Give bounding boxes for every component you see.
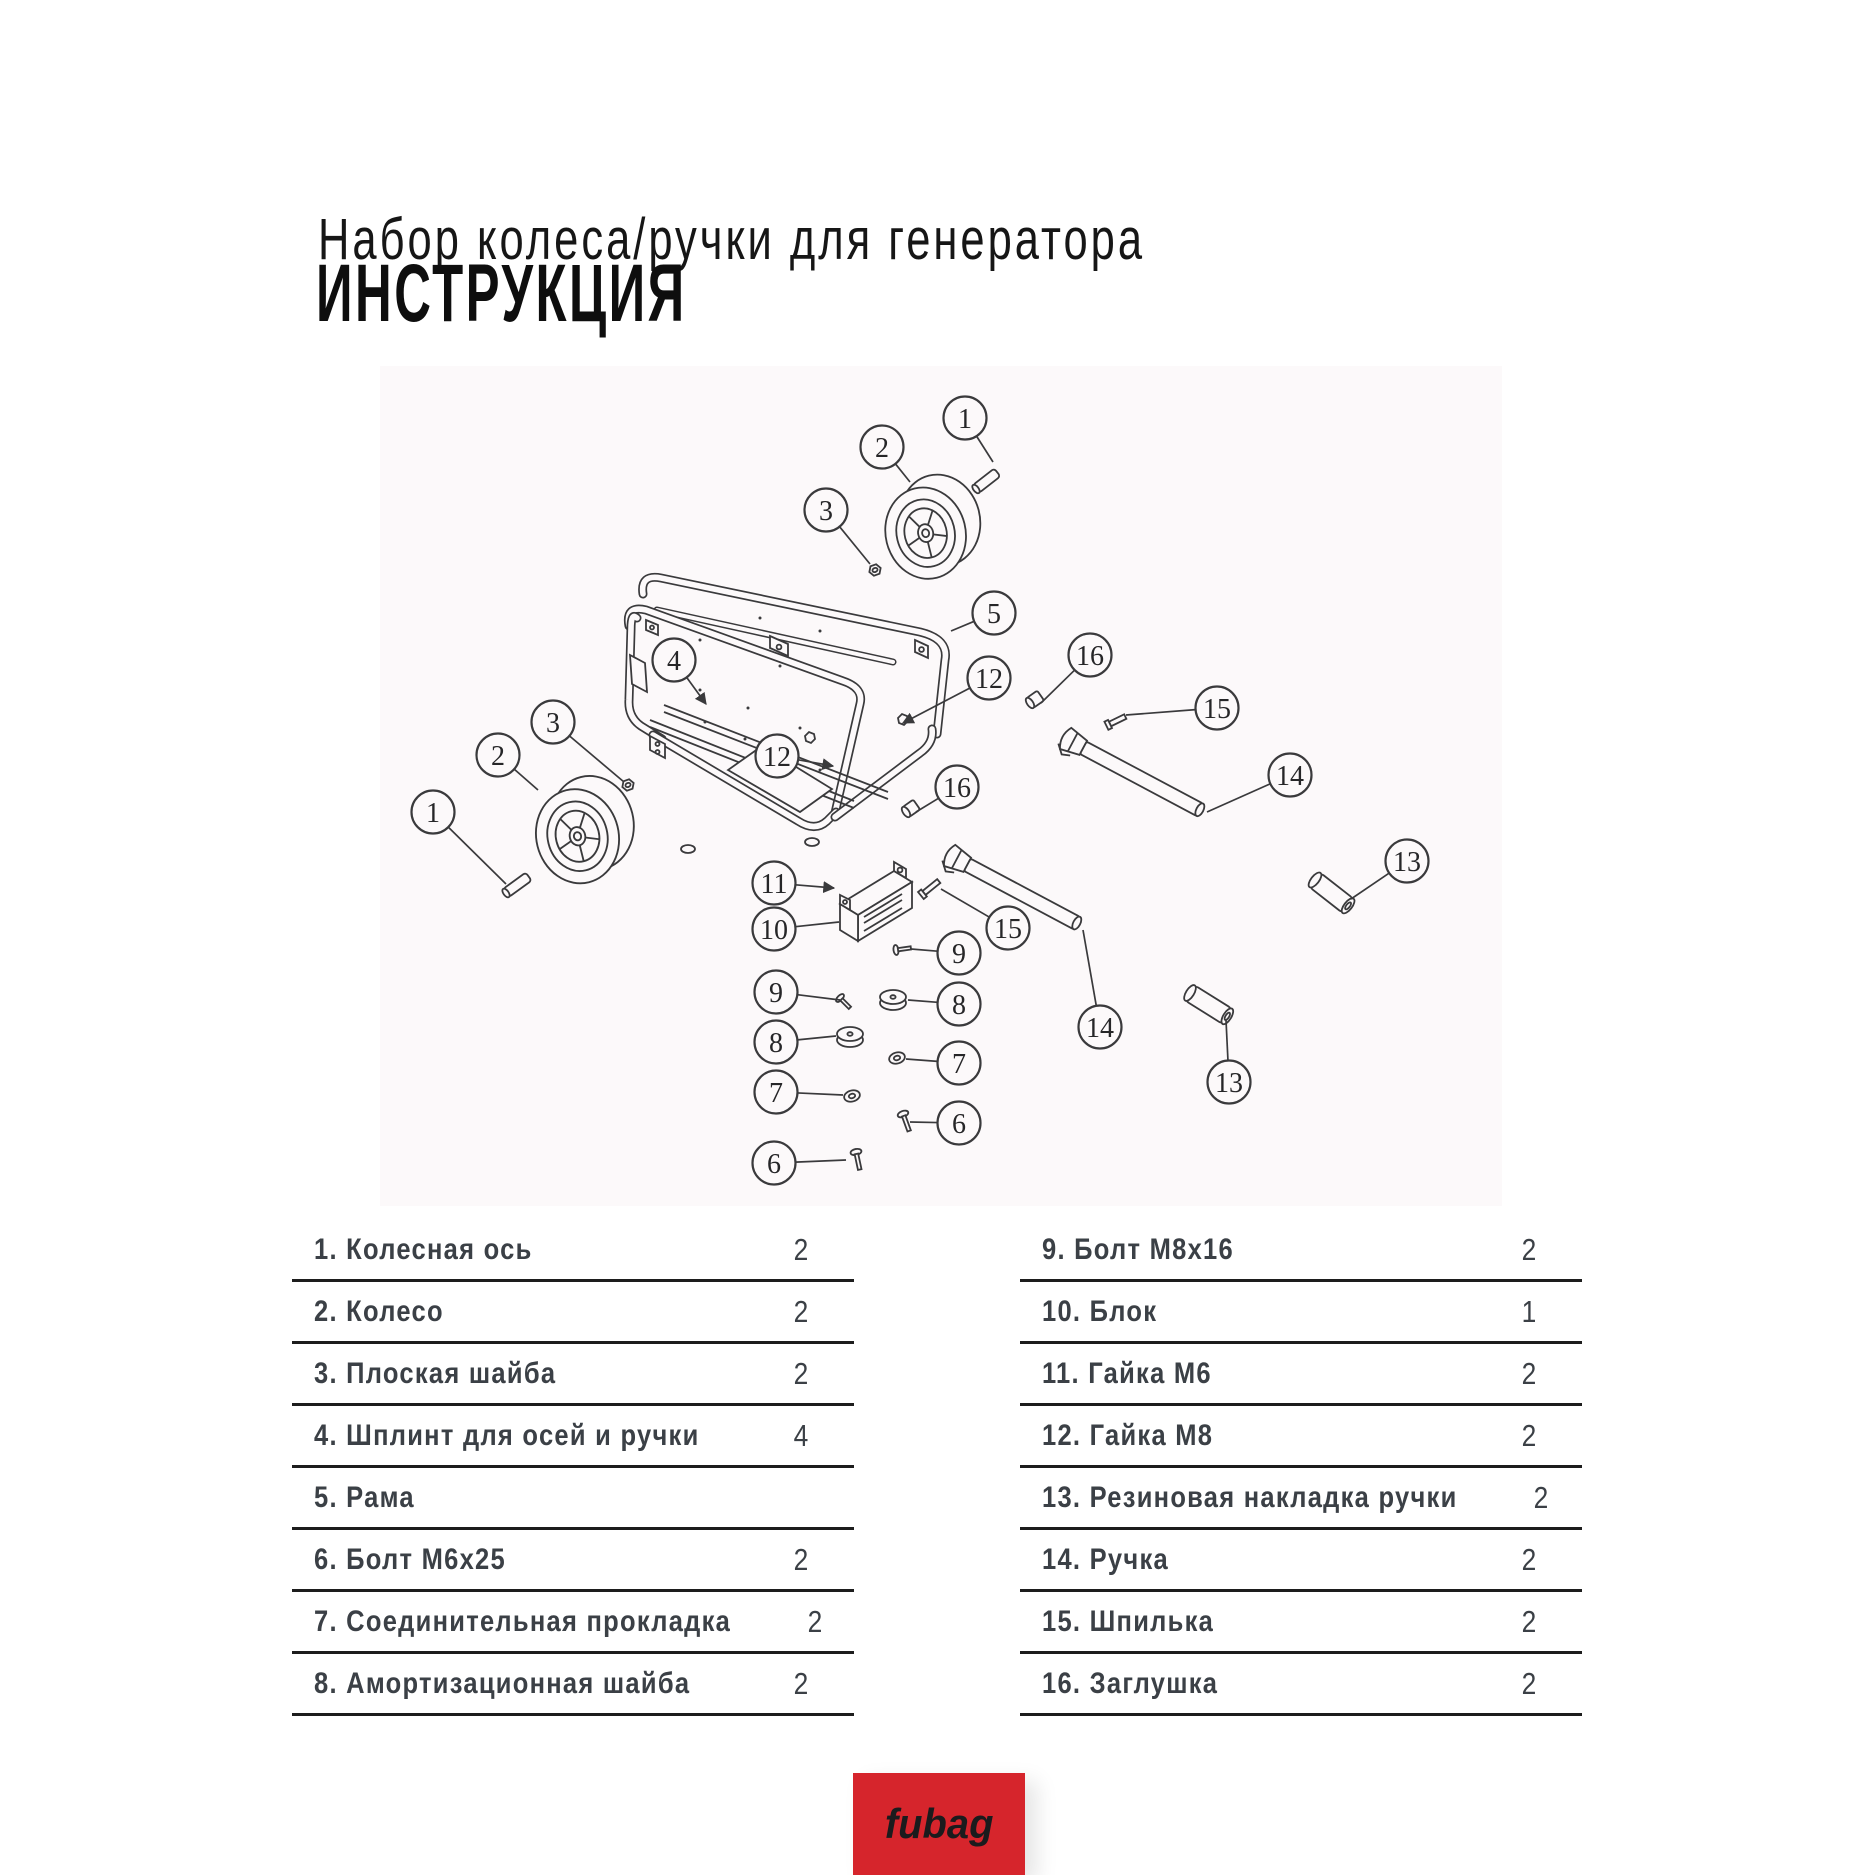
part-qty: 2: [793, 1665, 808, 1701]
part-name: 16. Заглушка: [1042, 1666, 1219, 1700]
parts-table-row: [292, 1282, 854, 1344]
part-name: 7. Соединительная прокладка: [314, 1604, 732, 1638]
parts-table-row: [1020, 1654, 1582, 1716]
parts-table-row: [292, 1592, 854, 1654]
callout-number-11: 11: [760, 868, 788, 900]
callout-number-5: 5: [987, 598, 1001, 630]
parts-table-right: [1020, 1220, 1582, 1716]
callout-number-12: 12: [763, 741, 791, 773]
callout-number-15: 15: [994, 913, 1022, 945]
part-name: 5. Рама: [314, 1480, 415, 1514]
parts-table-row: [1020, 1220, 1582, 1282]
callout-number-9: 9: [952, 938, 966, 970]
callout-number-7: 7: [769, 1077, 783, 1109]
callout-number-2: 2: [491, 740, 505, 772]
part-qty: 2: [793, 1355, 808, 1391]
parts-table-row: [1020, 1344, 1582, 1406]
part-qty: 2: [1521, 1541, 1536, 1577]
part-qty: 2: [1533, 1479, 1549, 1515]
part-qty: 1: [1521, 1293, 1536, 1329]
part-name: 1. Колесная ось: [314, 1232, 533, 1266]
callout-number-15: 15: [1203, 693, 1231, 725]
parts-table-row: [292, 1530, 854, 1592]
part-name: 4. Шплинт для осей и ручки: [314, 1418, 700, 1452]
callout-number-4: 4: [667, 645, 681, 677]
part-name: 9. Болт М8х16: [1042, 1232, 1234, 1266]
parts-table-row: [1020, 1530, 1582, 1592]
callout-number-3: 3: [819, 495, 833, 527]
part-name: 8. Амортизационная шайба: [314, 1666, 691, 1700]
part-qty: 2: [793, 1231, 808, 1267]
callout-number-14: 14: [1086, 1012, 1114, 1044]
callout-number-13: 13: [1215, 1067, 1243, 1099]
shock-washer-right: [880, 990, 906, 1010]
callout-number-1: 1: [958, 403, 972, 435]
part-qty: 2: [807, 1603, 822, 1639]
callout-number-2: 2: [875, 432, 889, 464]
parts-table-row: [1020, 1406, 1582, 1468]
part-name: 15. Шпилька: [1042, 1604, 1215, 1638]
parts-table-row: [292, 1220, 854, 1282]
callout-number-1: 1: [426, 797, 440, 829]
part-name: 10. Блок: [1042, 1294, 1158, 1328]
part-qty: 2: [1521, 1665, 1536, 1701]
parts-table-row: [292, 1406, 854, 1468]
parts-table-row: [292, 1468, 854, 1530]
page-subtitle: Набор колеса/ручки для генератора: [318, 207, 1146, 272]
callout-number-9: 9: [769, 977, 783, 1009]
part-qty: 2: [793, 1293, 808, 1329]
parts-table-row: [292, 1654, 854, 1716]
parts-table-row: [1020, 1468, 1582, 1530]
parts-table-row: [292, 1344, 854, 1406]
callout-number-13: 13: [1393, 846, 1421, 878]
part-qty: 2: [1521, 1355, 1536, 1391]
callout-number-10: 10: [760, 914, 788, 946]
parts-table-left: [292, 1220, 854, 1716]
callout-number-14: 14: [1276, 760, 1304, 792]
part-name: 3. Плоская шайба: [314, 1356, 557, 1390]
part-name: 11. Гайка М6: [1042, 1356, 1212, 1390]
fubag-logo-text: fubag: [884, 1800, 994, 1847]
shock-washer-left: [837, 1027, 863, 1047]
callout-number-7: 7: [952, 1048, 966, 1080]
callout-number-12: 12: [975, 663, 1003, 695]
page-title: ИНСТРУКЦИЯ: [316, 248, 687, 339]
callout-number-16: 16: [1076, 640, 1104, 672]
part-name: 13. Резиновая накладка ручки: [1042, 1480, 1458, 1514]
part-name: 12. Гайка М8: [1042, 1418, 1214, 1452]
part-name: 6. Болт М6х25: [314, 1542, 506, 1576]
part-qty: 4: [793, 1417, 808, 1453]
part-qty: 2: [1521, 1603, 1536, 1639]
callout-number-6: 6: [952, 1108, 966, 1140]
callout-number-6: 6: [767, 1148, 781, 1180]
callout-number-3: 3: [546, 707, 560, 739]
part-name: 14. Ручка: [1042, 1542, 1169, 1576]
part-qty: 2: [1521, 1417, 1536, 1453]
callout-number-8: 8: [769, 1027, 783, 1059]
diagram-svg: [380, 366, 1502, 1206]
fubag-logo: [853, 1773, 1025, 1875]
part-qty: 2: [793, 1541, 808, 1577]
exploded-parts-diagram: [380, 366, 1502, 1206]
parts-table-row: [1020, 1282, 1582, 1344]
callout-number-8: 8: [952, 989, 966, 1021]
callout-leader-6: [910, 1122, 938, 1123]
parts-table-row: [1020, 1592, 1582, 1654]
callout-number-16: 16: [943, 772, 971, 804]
part-qty: 2: [1521, 1231, 1536, 1267]
part-name: 2. Колесо: [314, 1294, 444, 1328]
